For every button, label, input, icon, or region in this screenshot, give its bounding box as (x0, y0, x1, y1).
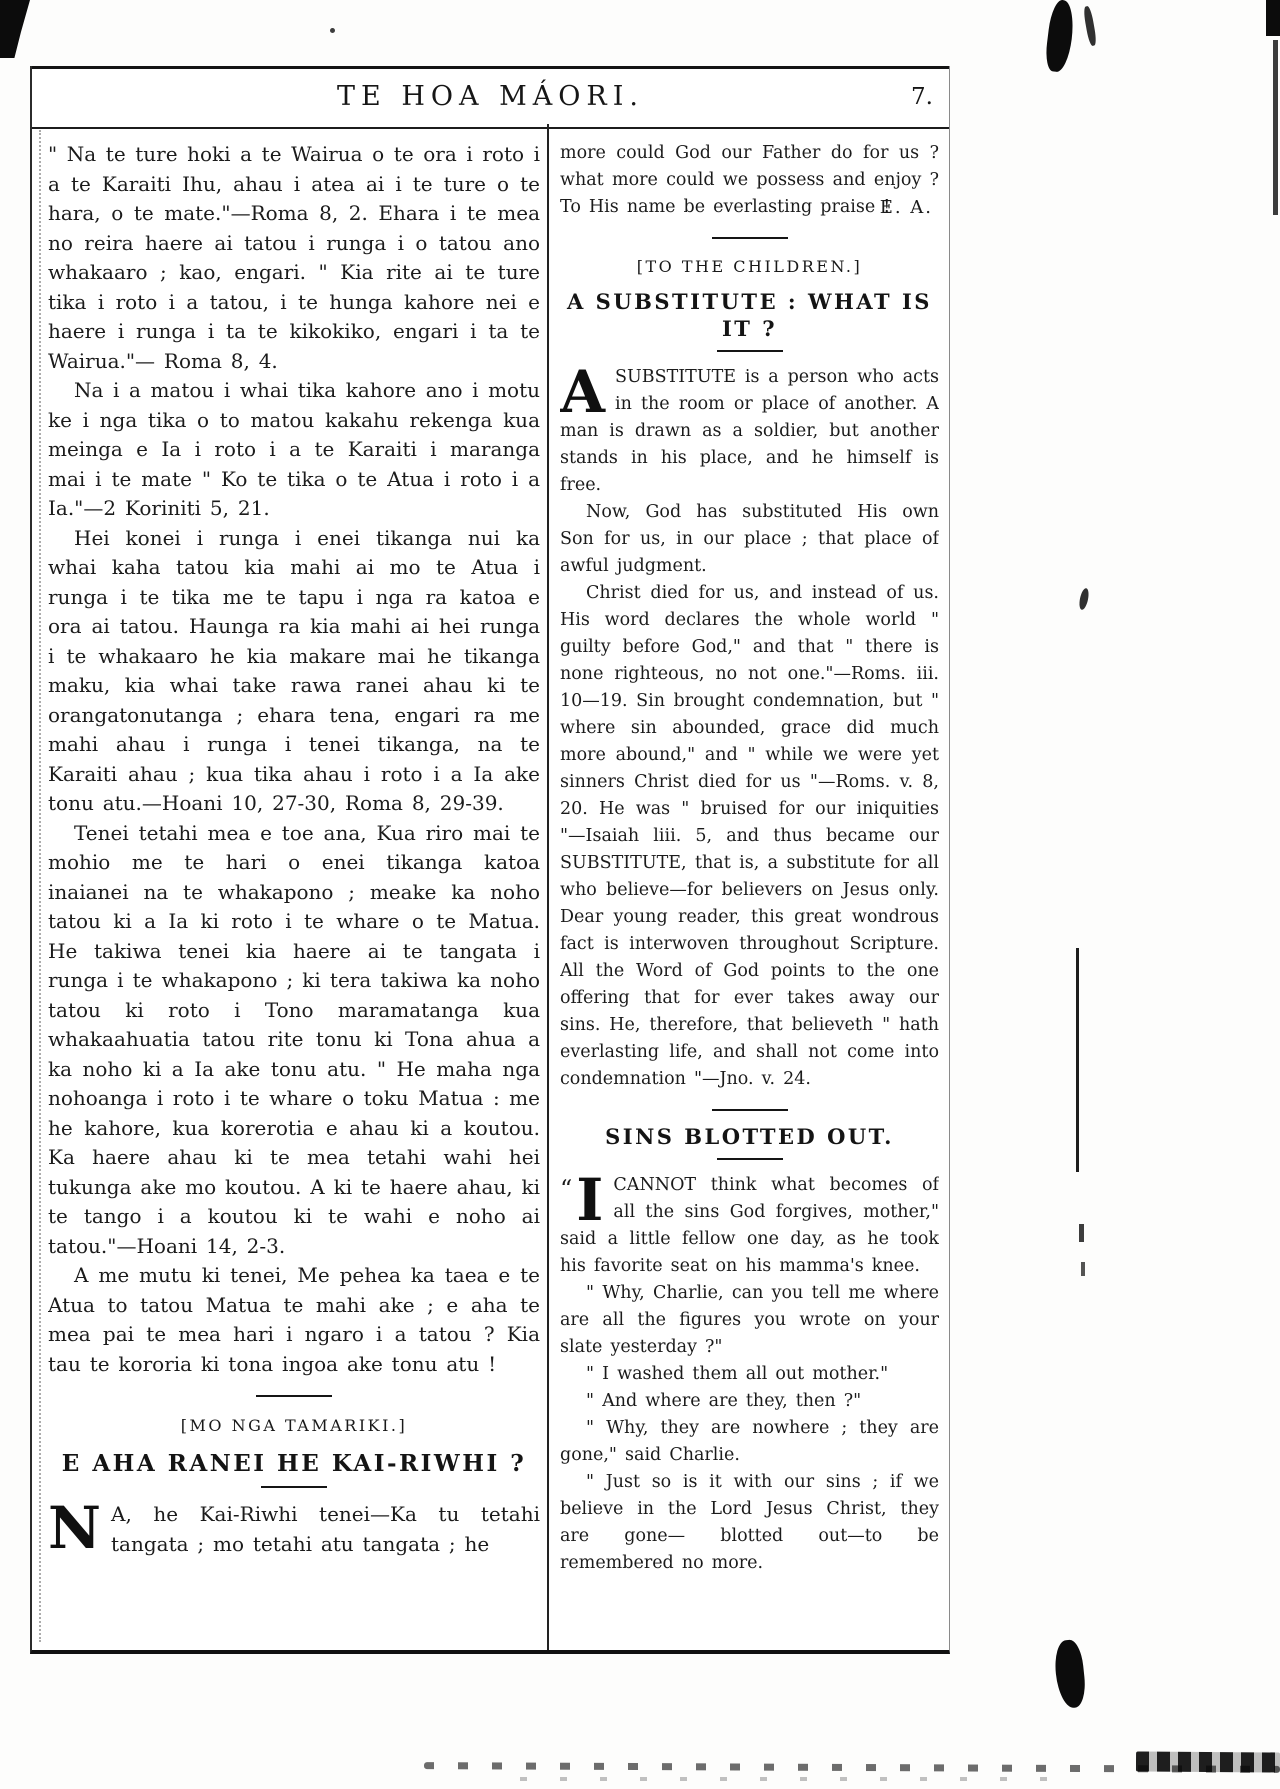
drop-cap: I (576, 1166, 604, 1234)
page-inner-border (39, 130, 41, 1642)
section-divider (717, 350, 783, 352)
right-column (560, 140, 939, 1642)
paragraph: " Na te ture hoki a te Wairua o te ora i roto i a te Karaiti Ihu, ahau i atea ai i te ture o te hara, o te mate."—Roma 8, 2. Ehara i te mea no reira haere ai tatou i runga i o tatou ano whakaaro ; kao, engari. " Kia rite ai te ture tika i roto i a tatou, i te hunga kahore nei e haere i runga i ta te kikokiko, engari i ta te Wairua."— Roma 8, 4. (48, 142, 540, 373)
scan-artifact (520, 1777, 1080, 1781)
scan-artifact (1081, 1262, 1085, 1276)
scan-artifact (1053, 1639, 1088, 1710)
page-title: TE HOA MÁORI. (337, 81, 644, 112)
section-divider (712, 1109, 788, 1111)
section-heading: A SUBSTITUTE : WHAT IS IT ? (567, 289, 932, 341)
paragraph-text: A, he Kai-Riwhi tenei—Ka tu tetahi tangata ; mo tetahi atu tangata ; he (111, 1502, 540, 1556)
page-header (32, 66, 949, 129)
paragraph: A me mutu ki tenei, Me pehea ka taea e te Atua to tatou Matua te mahi ake ; e aha te mea pai te mea hari i ngaro i a tatou ? Kia tau te kororia ki tona ingoa ake tonu atu ! (48, 1263, 540, 1376)
page-number: 7. (911, 84, 933, 110)
scan-artifact (1136, 1751, 1280, 1772)
paragraph: Now, God has substituted His own Son for us, in our place ; that place of awful judgment. (560, 502, 939, 576)
paragraph (560, 358, 939, 499)
paragraph: " Why, they are nowhere ; they are gone," said Charlie. (560, 1418, 939, 1465)
scan-artifact (1079, 1224, 1084, 1242)
paragraph: Hei konei i runga i enei tikanga nui ka whai kaha tatou kia mahi ai mo te Atua i runga i te tika me te tapu i nga ra katoa e ora ai tatou. Haunga ra kia mahi ai hei runga i te whakaaro he kia makare mai he tikanga maku, kia whai take rawa ranei ahau ki te orangatonutanga ; ehara tena, engari ra me mahi ahau i runga i tenei tikanga, na te Karaiti ahau ; kua tika ahau i roto i a Ia ake tonu atu.—Hoani 10, 27-30, Roma 8, 29-39. (48, 525, 540, 815)
scan-artifact (1044, 0, 1077, 73)
paragraph (560, 1166, 939, 1280)
paragraph: Na i a matou i whai tika kahore ano i motu ke i nga tika o to matou kakahu rekenga kua meinga e Ia i roto i a te Karaiti i maranga mai i te mate " Ko te tika o te Atua i roto i a Ia."—2 Koriniti 5, 21. (48, 378, 540, 520)
scan-artifact (1076, 948, 1079, 1172)
paragraph: " And where are they, then ?" (586, 1391, 862, 1411)
section-divider (256, 1395, 332, 1397)
paragraph: " I washed them all out mother." (586, 1364, 889, 1384)
paragraph-text: SUBSTITUTE is a person who acts in the room or place of another. A man is drawn as a soldier, but another stands in his place, and he himself is free. (560, 367, 939, 495)
paragraph: " Just so is it with our sins ; if we believe in the Lord Jesus Christ, they are gone— blotted out—to be remembered no more. (560, 1472, 939, 1573)
column-divider (547, 124, 549, 1650)
article-ending (560, 140, 939, 221)
paragraph (48, 1494, 540, 1562)
section-heading: SINS BLOTTED OUT. (605, 1124, 894, 1149)
paragraph-text: CANNOT think what becomes of all the sins God forgives, mother," said a little fellow one day, as he took his favorite seat on his mamma's knee. (560, 1175, 939, 1276)
drop-cap: A (560, 358, 606, 426)
left-column (48, 140, 540, 1638)
opening-quote: “ (560, 1175, 573, 1203)
scan-artifact (1078, 587, 1090, 610)
scan-artifact (330, 28, 335, 33)
paragraph: Tenei tetahi mea e toe ana, Kua riro mai te mohio me te hari o enei tikanga katoa inaianei na te whakapono ; meake ka noho tatou ki a Ia ki roto i te whare o te Matua. He takiwa tenei kia haere ai te tangata i runga i te whakapono ; ki tera takiwa ka noho tatou ki roto i Tono maramatanga kua whakaahuatia tatou rite tonu ki Tona ahua a ka noho ki a Ia ake tonu atu. " He maha nga nohoanga i roto i te whare o toku Matua : me he kahore, kua korerotia e ahau ki a koutou. Ka haere ahau ki te mea tetahi wahi hei tukunga ake mo koutou. A ki te haere ahau, ki te tango i a koutou ki te wahi e noho ai tatou."—Hoani 14, 2-3. (48, 820, 540, 1258)
section-divider (712, 237, 788, 239)
scan-artifact (1083, 6, 1098, 47)
section-divider (717, 1158, 783, 1160)
section-kicker: [TO THE CHILDREN.] (636, 257, 863, 276)
scan-artifact (1273, 40, 1278, 215)
author-initials: E. A. (879, 197, 933, 218)
scan-artifact (0, 0, 30, 58)
drop-cap: N (48, 1494, 102, 1562)
section-kicker: [MO NGA TAMARIKI.] (180, 1416, 408, 1435)
newspaper-page (30, 66, 950, 1654)
paragraph: " Why, Charlie, can you tell me where are all the figures you wrote on your slate yesterday ?" (560, 1283, 939, 1357)
paragraph: Christ died for us, and instead of us. His word declares the whole world " guilty before God," and that " there is none righteous, no not one."—Roms. iii. 10—19. Sin brought condemnation, but " where sin abounded, grace did much more abound," and " while we were yet sinners Christ died for us "—Roms. v. 8, 20. He was " bruised for our iniquities "—Isaiah liii. 5, and thus became our SUBSTITUTE, that is, a substitute for all who believe—for believers on Jesus only. Dear young reader, this great wondrous fact is interwoven throughout Scripture. All the Word of God points to the one offering that for ever takes away our sins. He, therefore, that believeth " hath everlasting life, and shall not come into condemnation "—Jno. v. 24. (560, 583, 939, 1089)
scan-artifact (1266, 0, 1280, 36)
section-divider (261, 1486, 327, 1488)
section-heading: E AHA RANEI HE KAI-RIWHI ? (61, 1449, 527, 1477)
paragraph: more could God our Father do for us ? what more could we possess and enjoy ? To His name be everlasting praise ! (560, 143, 939, 217)
